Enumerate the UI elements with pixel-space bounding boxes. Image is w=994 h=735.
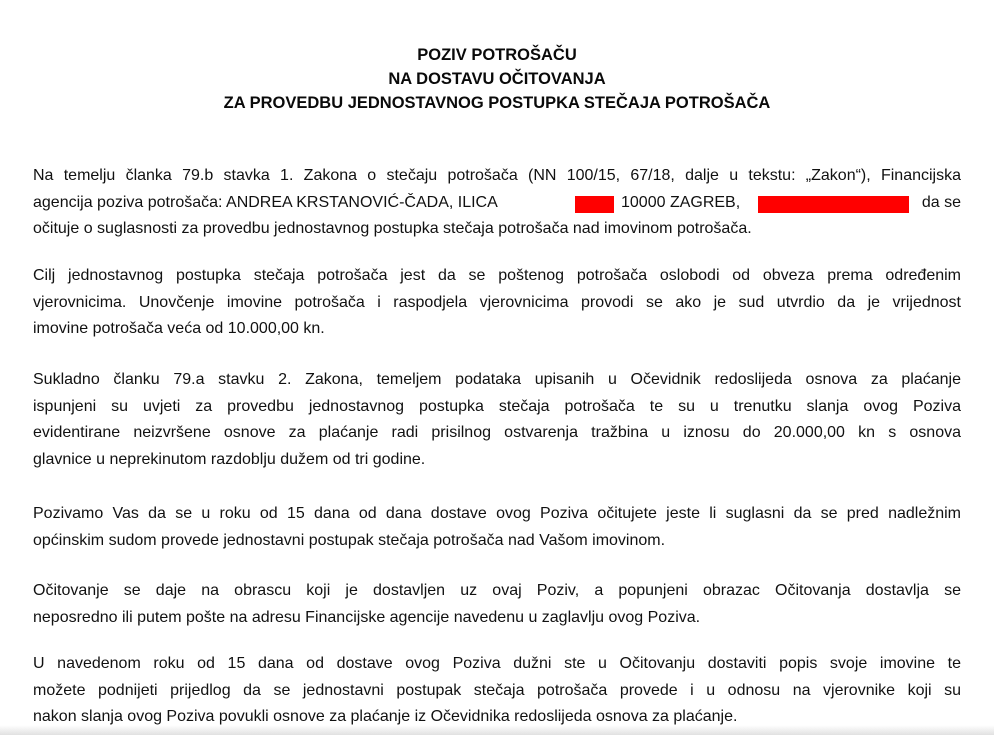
paragraph-line: neposredno ili putem pošte na adresu Financijske agencije navedenu u zaglavlju ovog Poziva. <box>33 608 701 626</box>
paragraph-goal <box>33 263 961 343</box>
redaction-house-number <box>575 196 614 213</box>
paragraph-conditions <box>33 367 961 473</box>
paragraph-line: imovine potrošača veća od 10.000,00 kn. <box>33 320 325 337</box>
paragraph-line: Cilj jednostavnog postupka stečaja potrošača jest da se poštenog potrošača oslobodi od obveza prema određenim <box>33 267 961 284</box>
paragraph-line: nakon slanja ovog Poziva povukli osnove za plaćanje iz Očevidnika redoslijeda osnova za plaćanje. <box>33 708 738 725</box>
paragraph-form-delivery <box>33 578 961 631</box>
paragraph-line: očituje o suglasnosti za provedbu jednostavnog postupka stečaja potrošača nad imovinom potrošača. <box>33 220 752 237</box>
heading-line-1: POZIV POTROŠAČU <box>417 46 577 64</box>
document-heading <box>0 43 994 115</box>
paragraph-line: općinskim sudom provede jednostavni postupak stečaja potrošača nad Vašom imovinom. <box>33 531 666 549</box>
paragraph-line: vjerovnicima. Unovčenje imovine potrošača i raspodjela vjerovnicima provodi se ako je sud utvrdio da je vrijednost <box>33 293 961 311</box>
paragraph-line: Na temelju članka 79.b stavka 1. Zakona o stečaju potrošača (NN 100/15, 67/18, dalje u tekstu: „Zakon“), Financijska <box>33 167 961 184</box>
paragraph-line: glavnice u neprekinutom razdoblju dužem od tri godine. <box>33 450 426 468</box>
paragraph-line: Očitovanje se daje na obrascu koji je dostavljen uz ovaj Poziv, a popunjeni obrazac Očitovanja dostavlja se <box>33 582 961 599</box>
paragraph-assets-list <box>33 651 961 731</box>
paragraph-line: U navedenom roku od 15 dana od dostave ovog Poziva dužni ste u Očitovanju dostaviti popis svoje imovine te <box>33 655 961 672</box>
paragraph-line: Sukladno članku 79.a stavku 2. Zakona, temeljem podataka upisanih u Očevidnik redoslijeda osnova za plaćanje <box>33 371 961 388</box>
paragraph-legal-basis <box>33 163 961 243</box>
heading-line-3: ZA PROVEDBU JEDNOSTAVNOG POSTUPKA STEČAJA POTROŠAČA <box>223 94 771 112</box>
heading-line-2: NA DOSTAVU OČITOVANJA <box>388 70 606 88</box>
paragraph-line-address <box>33 190 961 217</box>
paragraph-line: možete podnijeti prijedlog da se jednostavni postupak stečaja potrošača provede i u odnosu na vjerovnike koji su <box>33 681 961 699</box>
address-line-tail: da se <box>921 193 961 211</box>
page-bottom-shadow <box>0 725 994 735</box>
postal-city: 10000 ZAGREB, <box>621 193 741 211</box>
redaction-personal-id <box>758 196 909 213</box>
consumer-name-address: agencija poziva potrošača: ANDREA KRSTANOVIĆ-ČADA, ILICA <box>33 193 498 211</box>
paragraph-line: Pozivamo Vas da se u roku od 15 dana od dana dostave ovog Poziva očitujete jeste li suglasni da se pred nadležnim <box>33 505 961 522</box>
paragraph-line: ispunjeni su uvjeti za provedbu jednostavnog postupka stečaja potrošača te su u trenutku slanja ovog Poziva <box>33 397 961 415</box>
paragraph-invitation <box>33 501 961 554</box>
paragraph-line: evidentirane neizvršene osnove za plaćanje radi prisilnog ostvarenja tražbina u iznosu do 20.000,00 kn s osnova <box>33 424 961 441</box>
